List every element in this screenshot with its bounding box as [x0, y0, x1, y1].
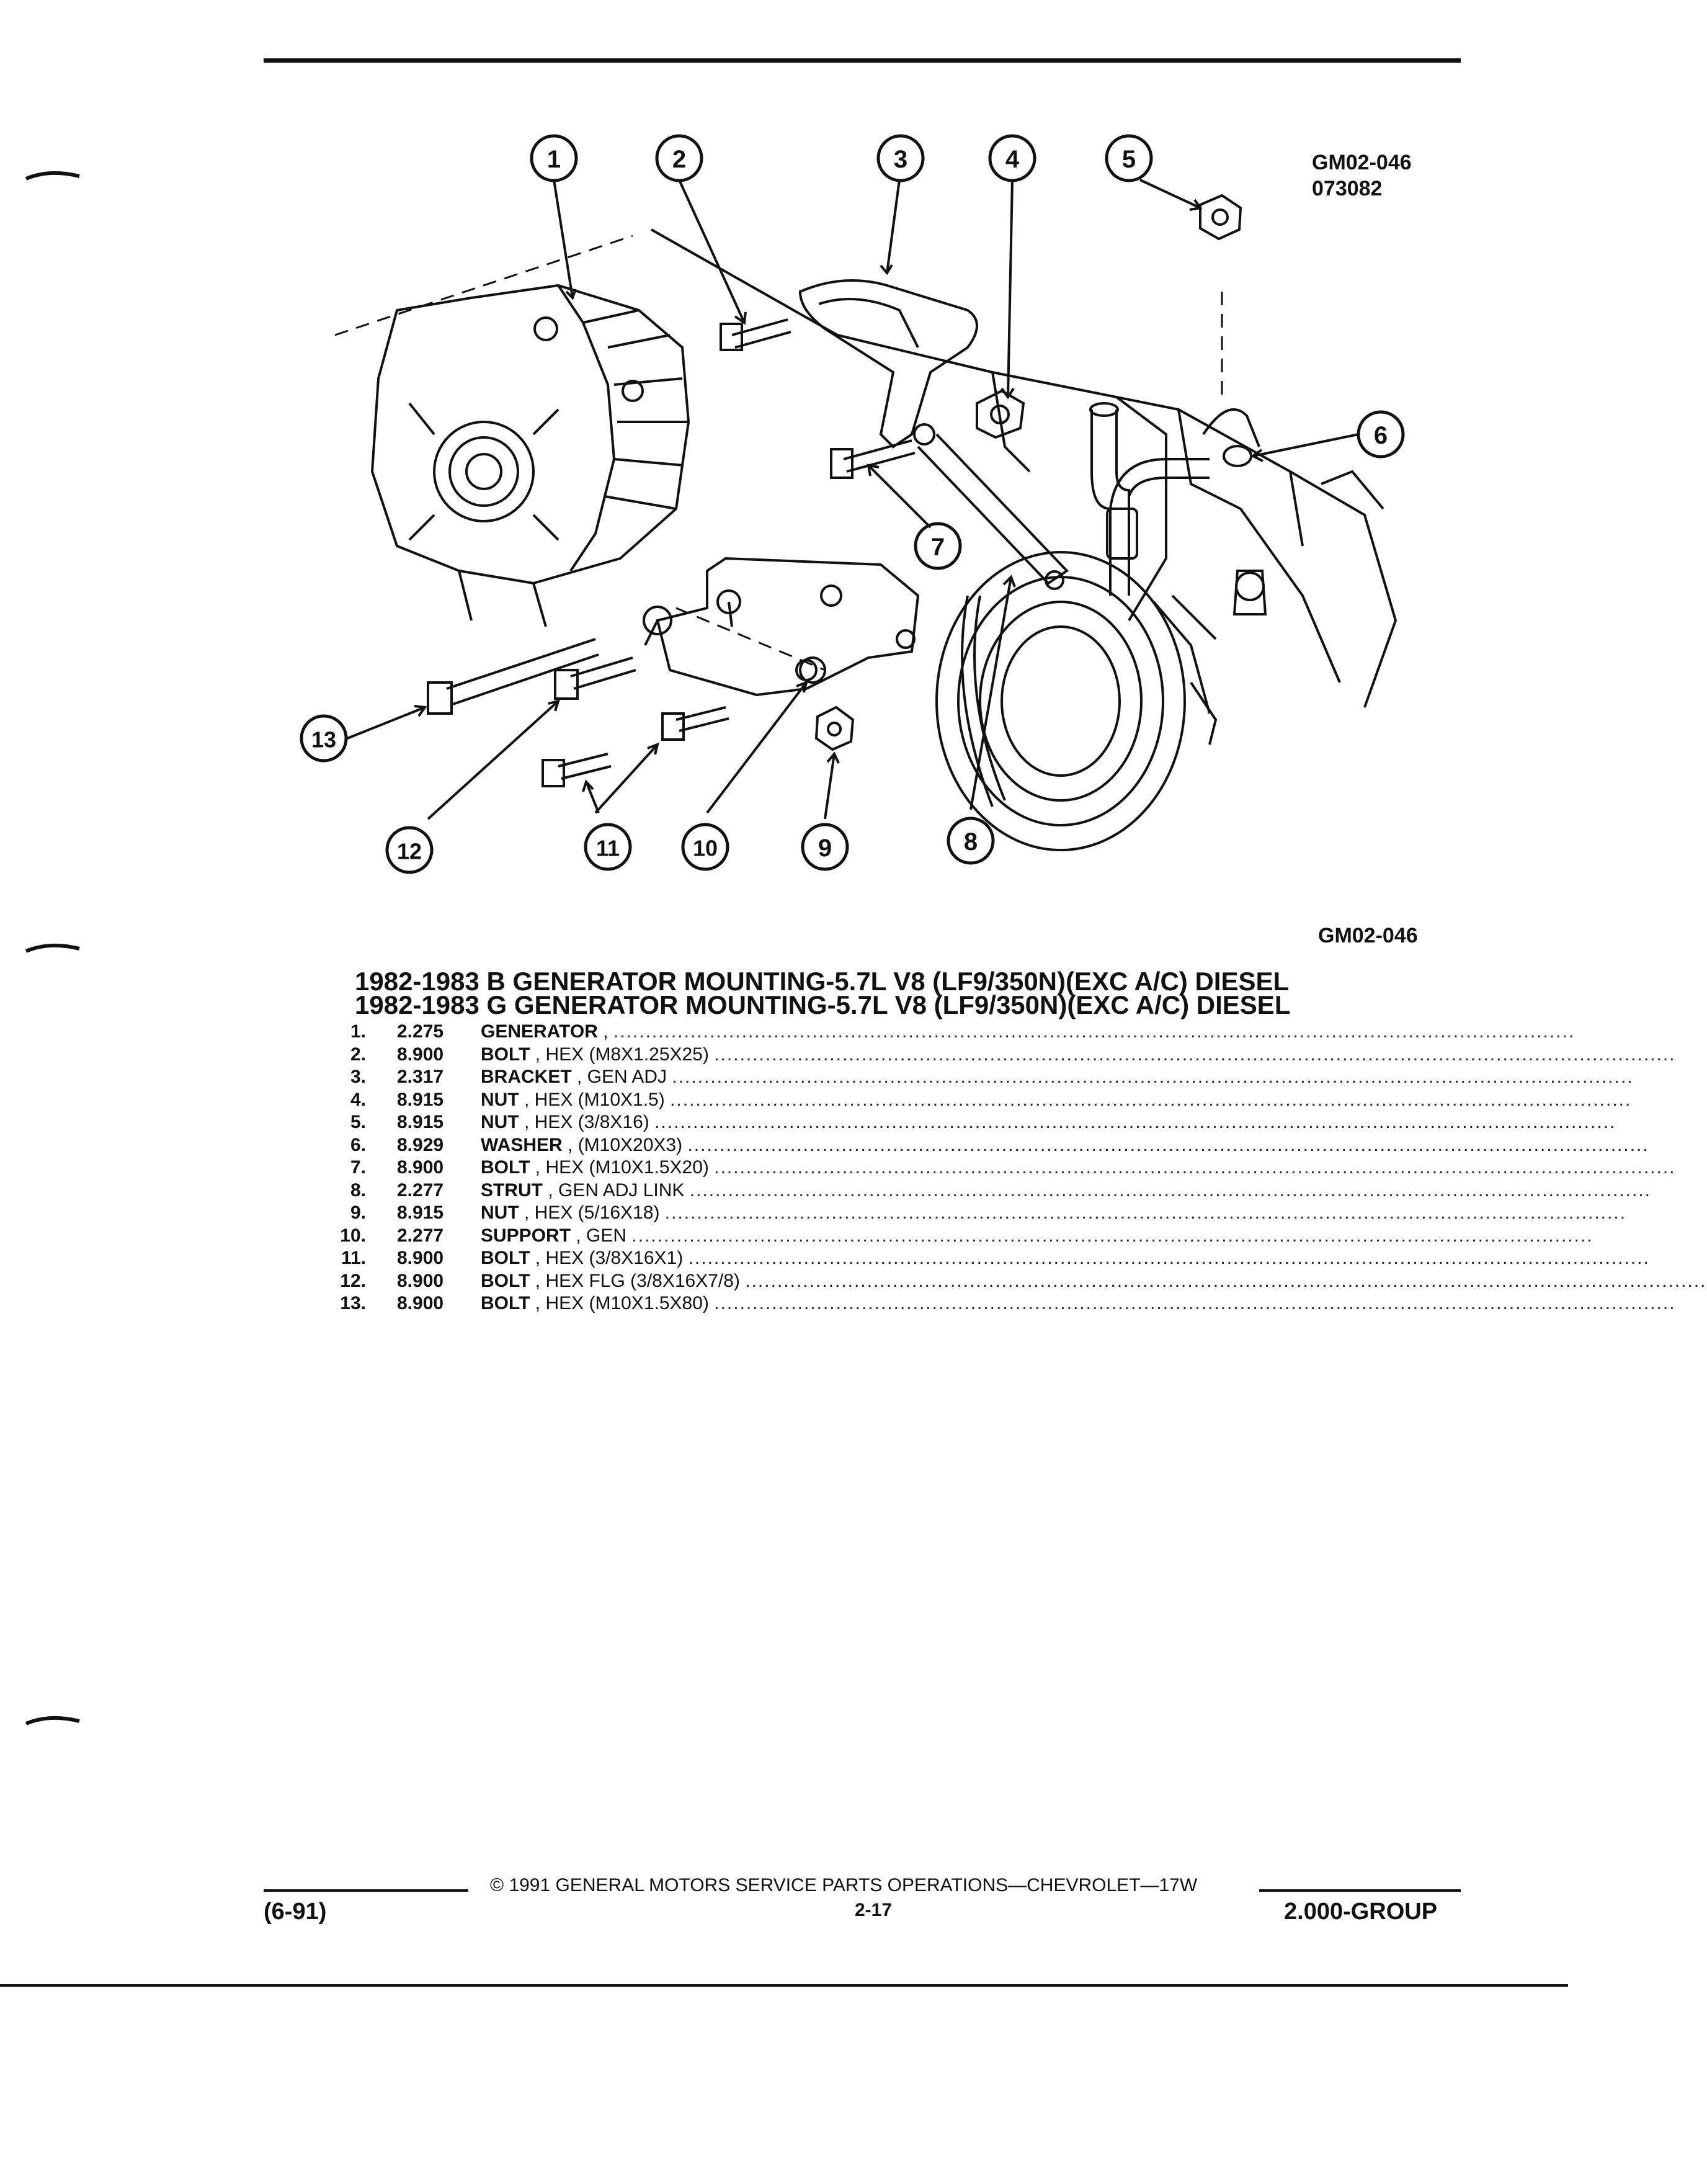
callout-label: 10: [692, 835, 718, 861]
part-index: 13.: [340, 1293, 366, 1314]
part-group: 8.929: [397, 1134, 444, 1155]
part-group: 8.900: [397, 1248, 444, 1268]
callout-label: 11: [595, 835, 620, 861]
part-index: 7.: [350, 1157, 366, 1178]
part-spec: , HEX FLG (3/8X16X7/8): [530, 1270, 740, 1291]
part-name: WASHER: [481, 1134, 563, 1155]
list-item: [329, 1021, 1576, 1044]
footer-rule-right: [1259, 1889, 1461, 1892]
top-rule: [264, 58, 1461, 63]
date-code: (6-91): [264, 1899, 327, 1925]
callouts: [301, 136, 1403, 872]
callout-label: 1: [546, 146, 561, 173]
part-name: SUPPORT: [481, 1225, 571, 1246]
part-index: 9.: [350, 1202, 366, 1223]
callout-label: 5: [1121, 146, 1136, 173]
part-group: 8.915: [397, 1112, 444, 1132]
dot-leader: ......................................................................................................................................................: [672, 1067, 1634, 1087]
margin-mark: [25, 168, 81, 181]
part-group: 2.277: [397, 1179, 444, 1201]
part-index: 6.: [350, 1134, 366, 1155]
part-index: 8.: [350, 1179, 366, 1201]
callout-label: 9: [818, 835, 832, 862]
list-item: [329, 1202, 1627, 1225]
part-group: 8.900: [397, 1044, 444, 1065]
part-name: BOLT: [481, 1293, 530, 1314]
dot-leader: ......................................................................................................................................................: [687, 1134, 1649, 1155]
dot-leader: ......................................................................................................................................................: [714, 1044, 1676, 1065]
list-item: [329, 1225, 1593, 1248]
part-spec: , HEX (M10X1.5): [519, 1089, 665, 1110]
dot-leader: ......................................................................................................................................................: [745, 1270, 1707, 1291]
part-index: 4.: [350, 1089, 366, 1110]
washer-6: [1224, 446, 1251, 466]
list-item: [329, 1044, 1676, 1067]
callout-label: 4: [1005, 146, 1020, 173]
part-group: 8.900: [397, 1270, 444, 1291]
margin-mark: [25, 940, 81, 954]
part-spec: , GEN ADJ: [571, 1067, 667, 1087]
copyright-notice: © 1991 GENERAL MOTORS SERVICE PARTS OPERATIONS—CHEVROLET—17W: [490, 1875, 1198, 1895]
part-index: 3.: [350, 1067, 366, 1087]
dot-leader: ......................................................................................................................................................: [654, 1112, 1616, 1132]
figure-id-caption: GM02-046: [1318, 924, 1418, 947]
part-description: [481, 1270, 1707, 1293]
part-index: 11.: [341, 1248, 366, 1268]
generator-assembly: [372, 285, 689, 627]
callout-label: 12: [396, 838, 422, 864]
part-index: 2.: [350, 1044, 366, 1065]
list-item: [329, 1089, 1632, 1112]
part-spec: , HEX (M10X1.5X80): [530, 1293, 709, 1314]
part-group: 2.317: [397, 1067, 444, 1087]
callout-label: 3: [893, 146, 908, 173]
part-spec: , GEN ADJ LINK: [543, 1179, 685, 1201]
list-item: [329, 1270, 1707, 1293]
part-index: 1.: [350, 1021, 366, 1042]
part-spec: , (M10X20X3): [562, 1134, 683, 1155]
bolt-13: [447, 639, 599, 704]
bolt-12: [571, 658, 636, 689]
list-item: [329, 1179, 1651, 1202]
dot-leader: ......................................................................................................................................................: [714, 1157, 1676, 1178]
part-group: 8.915: [397, 1089, 444, 1110]
strut: [918, 434, 1067, 589]
part-description: [481, 1089, 1632, 1112]
dot-leader: ......................................................................................................................................................: [613, 1021, 1576, 1042]
part-spec: , GEN: [571, 1225, 627, 1246]
part-description: [481, 1134, 1649, 1157]
group-label: 2.000-GROUP: [1284, 1899, 1438, 1925]
part-description: [481, 1292, 1676, 1315]
part-description: [481, 1066, 1634, 1089]
list-item: [329, 1247, 1650, 1270]
part-index: 5.: [350, 1112, 366, 1132]
part-spec: , HEX (M8X1.25X25): [530, 1044, 709, 1065]
bolt-7: [844, 441, 915, 472]
callout-label: 2: [672, 146, 687, 173]
part-description: [481, 1021, 1576, 1044]
list-item: [329, 1066, 1634, 1089]
engine-block: [651, 230, 1396, 850]
part-group: 2.275: [397, 1021, 444, 1042]
part-description: [481, 1225, 1593, 1248]
callout-label: 13: [311, 727, 337, 753]
nut-5: [1200, 195, 1241, 239]
part-index: 10.: [340, 1225, 366, 1246]
margin-mark: [25, 1712, 81, 1726]
list-item: [329, 1134, 1649, 1157]
part-description: [481, 1044, 1676, 1067]
footer-rule-left: [264, 1889, 468, 1892]
part-group: 2.277: [397, 1225, 444, 1246]
callout-label: 8: [963, 828, 978, 856]
part-name: BOLT: [481, 1157, 530, 1178]
list-item: [329, 1111, 1616, 1134]
nut-9: [816, 707, 853, 750]
section-title: 1982-1983 G GENERATOR MOUNTING-5.7L V8 (LF9/350N)(EXC A/C) DIESEL: [355, 990, 1291, 1019]
figure-date-code: 073082: [1312, 177, 1383, 200]
dot-leader: ......................................................................................................................................................: [714, 1293, 1676, 1314]
part-name: BOLT: [481, 1270, 530, 1291]
part-spec: , HEX (5/16X18): [519, 1202, 660, 1223]
dot-leader: ......................................................................................................................................................: [664, 1202, 1627, 1223]
part-group: 8.900: [397, 1157, 444, 1178]
callout-label: 6: [1373, 422, 1388, 449]
part-description: [481, 1157, 1676, 1179]
part-index: 12.: [340, 1270, 366, 1291]
part-group: 8.900: [397, 1293, 444, 1314]
page-number: 2-17: [855, 1900, 893, 1920]
part-name: STRUT: [481, 1179, 543, 1201]
part-description: [481, 1247, 1650, 1270]
generator-support: [644, 558, 918, 695]
part-name: BRACKET: [481, 1067, 572, 1087]
part-description: [481, 1111, 1616, 1134]
part-group: 8.915: [397, 1202, 444, 1223]
bottom-rule: [0, 1984, 1568, 1987]
part-description: [481, 1179, 1651, 1202]
part-name: GENERATOR: [481, 1021, 598, 1042]
exploded-view-diagram: [236, 112, 1464, 918]
part-spec: , HEX (3/8X16): [519, 1112, 649, 1132]
section-title: 1982-1983 B GENERATOR MOUNTING-5.7L V8 (LF9/350N)(EXC A/C) DIESEL: [355, 967, 1290, 996]
part-name: BOLT: [481, 1044, 530, 1065]
dot-leader: ......................................................................................................................................................: [670, 1089, 1632, 1110]
part-name: BOLT: [481, 1248, 530, 1268]
parts-list: [329, 1021, 1707, 1315]
dot-leader: ......................................................................................................................................................: [689, 1179, 1651, 1201]
part-name: NUT: [481, 1202, 519, 1223]
part-spec: , HEX (3/8X16X1): [530, 1248, 684, 1268]
part-description: [481, 1202, 1627, 1225]
adjusting-bracket: [800, 280, 977, 447]
list-item: [329, 1157, 1676, 1179]
callout-label: 7: [930, 534, 945, 561]
dot-leader: ......................................................................................................................................................: [631, 1225, 1593, 1246]
part-spec: , HEX (M10X1.5X20): [530, 1157, 709, 1178]
part-name: NUT: [481, 1089, 519, 1110]
bolt-11b: [558, 754, 611, 779]
list-item: [329, 1292, 1676, 1315]
part-name: NUT: [481, 1112, 519, 1132]
dot-leader: ......................................................................................................................................................: [688, 1248, 1650, 1268]
figure-id: GM02-046: [1312, 151, 1412, 174]
part-spec: ,: [597, 1021, 608, 1042]
